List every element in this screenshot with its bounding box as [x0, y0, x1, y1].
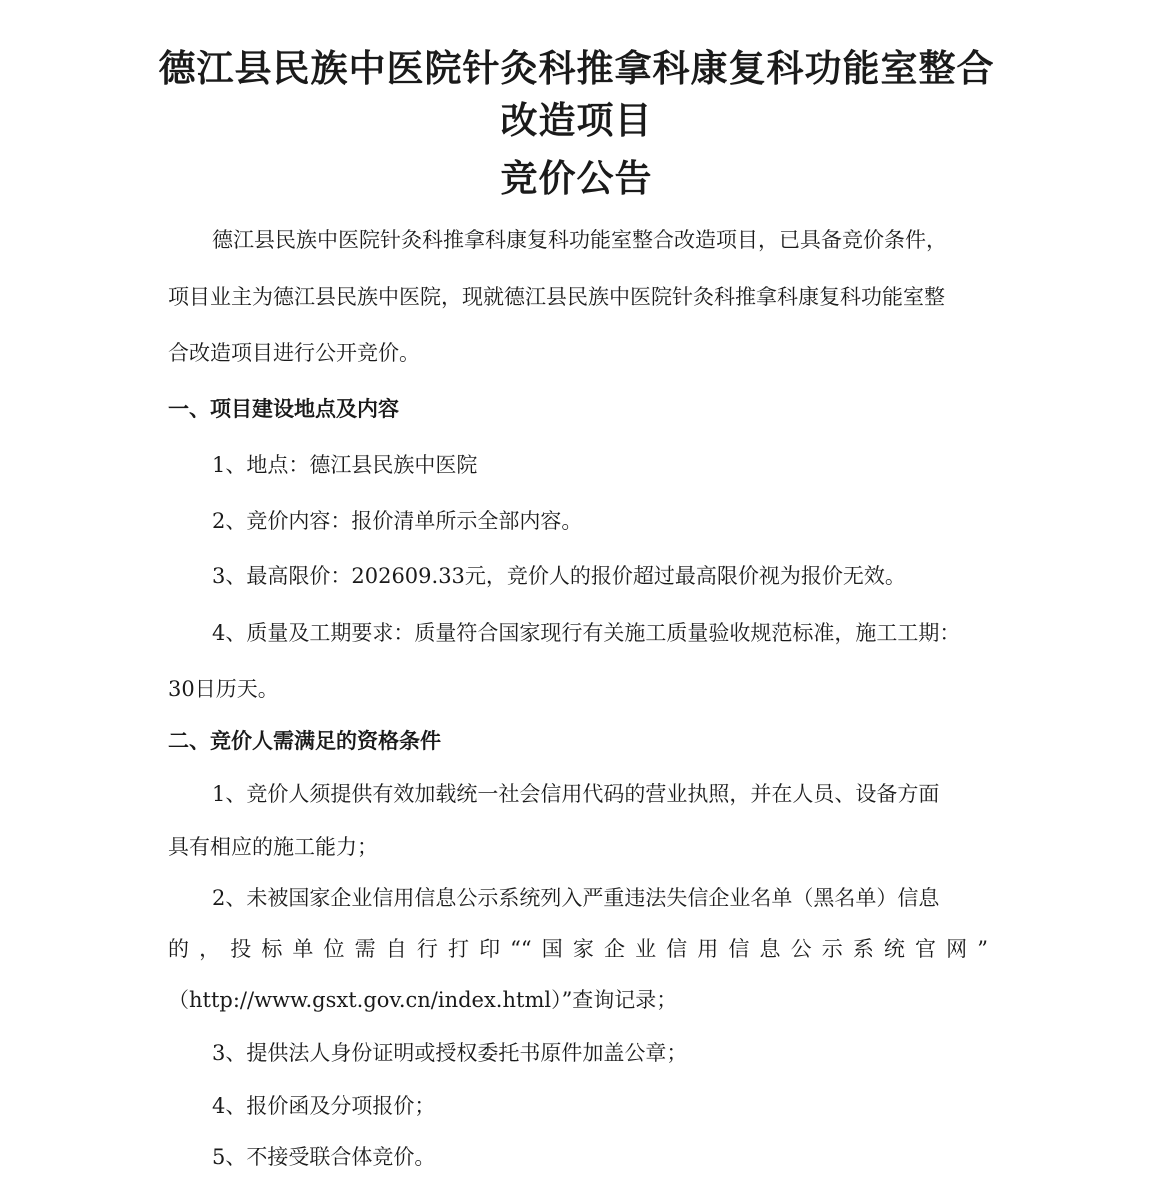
intro-line-1: 德江县民族中医院针灸科推拿科康复科功能室整合改造项目，已具备竞价条件，: [212, 228, 947, 252]
section-2-item-5: 5、不接受联合体竞价。: [212, 1145, 436, 1169]
section-2-item-2-line-2: 的，投标单位需自行打印““国家企业信用信息公示系统官网”: [168, 937, 988, 961]
section-1-item-2: 2、竞价内容：报价清单所示全部内容。: [212, 509, 583, 533]
section-1-item-3: 3、最高限价：202609.33元，竞价人的报价超过最高限价视为报价无效。: [212, 564, 906, 588]
section-1-item-1: 1、地点：德江县民族中医院: [212, 453, 478, 477]
section-2-item-4: 4、报价函及分项报价；: [212, 1094, 436, 1118]
section-1-item-4-line-2: 30日历天。: [168, 677, 279, 701]
section-2-item-2-line-3: （http://www.gsxt.gov.cn/index.html）”查询记录；: [168, 988, 678, 1012]
document-title-line-2: 改造项目: [500, 98, 653, 142]
section-2-item-1-line-2: 具有相应的施工能力；: [168, 835, 378, 859]
section-2-item-3: 3、提供法人身份证明或授权委托书原件加盖公章；: [212, 1041, 688, 1065]
section-1-heading: 一、项目建设地点及内容: [168, 396, 399, 421]
section-2-heading: 二、竞价人需满足的资格条件: [168, 728, 441, 753]
document-title-line-1: 德江县民族中医院针灸科推拿科康复科功能室整合: [158, 46, 995, 90]
section-2-item-2-line-1: 2、未被国家企业信用信息公示系统列入严重违法失信企业名单（黑名单）信息: [212, 886, 940, 910]
intro-line-2: 项目业主为德江县民族中医院，现就德江县民族中医院针灸科推拿科康复科功能室整: [168, 285, 945, 309]
section-1-item-4-line-1: 4、质量及工期要求：质量符合国家现行有关施工质量验收规范标准，施工工期：: [212, 621, 961, 645]
document-title-line-3: 竞价公告: [500, 156, 653, 200]
intro-line-3: 合改造项目进行公开竞价。: [168, 341, 420, 365]
section-2-item-1-line-1: 1、竞价人须提供有效加载统一社会信用代码的营业执照，并在人员、设备方面: [212, 782, 940, 806]
